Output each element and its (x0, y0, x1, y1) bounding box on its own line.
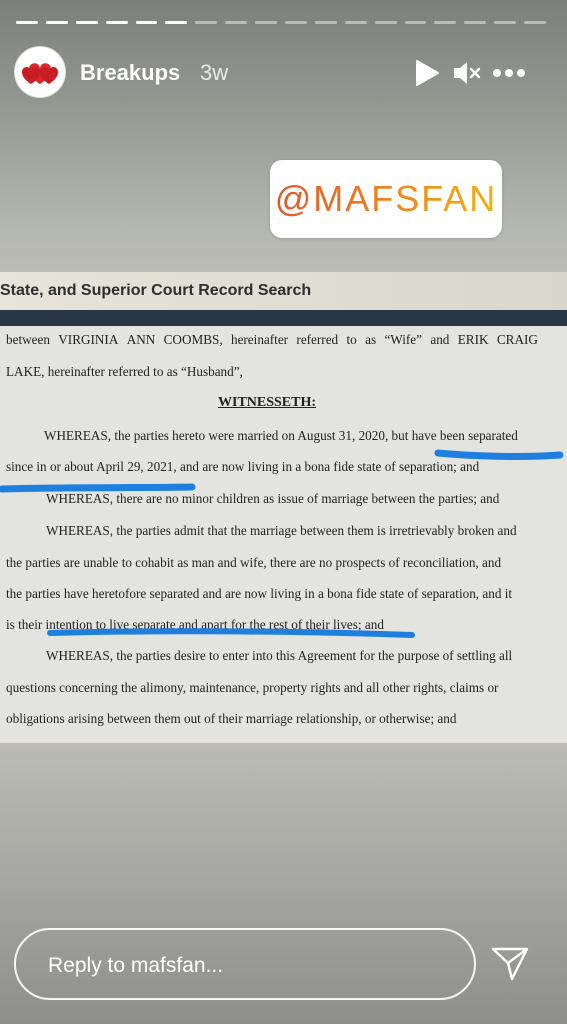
avatar[interactable] (14, 46, 66, 98)
document-photo (0, 272, 567, 743)
play-button[interactable] (410, 56, 444, 90)
document-body (0, 326, 567, 743)
send-icon (490, 946, 530, 982)
reply-input[interactable] (14, 928, 476, 1000)
progress-segment (136, 21, 158, 24)
document-word: hereinafter (230, 332, 289, 347)
progress-segment (46, 21, 68, 24)
document-line-11: WHEREAS, the parties desire to enter into this Agreement for the purpose of settling all (46, 648, 513, 663)
story-header (14, 44, 551, 102)
avatar-hearts-icon (17, 49, 63, 95)
progress-segment (524, 21, 546, 24)
more-icon (492, 68, 526, 78)
mute-icon (452, 60, 482, 86)
document-line-6: WHEREAS, there are no minor children as issue of marriage between the parties; and (46, 491, 500, 506)
story-username[interactable]: Breakups (80, 60, 181, 85)
document-heading: WITNESSETH: (218, 395, 317, 410)
reply-placeholder: Reply to mafsfan... (48, 954, 224, 977)
progress-segment (375, 21, 397, 24)
play-icon (414, 59, 440, 87)
progress-segment (315, 21, 337, 24)
document-line-9: the parties have heretofore separated and are now living in a bona fide state of separation, and it (6, 586, 513, 601)
document-line-4: WHEREAS, the parties hereto were married on August 31, 2020, but have been separated (44, 428, 518, 443)
document-word: ANN (126, 332, 156, 347)
progress-segment (195, 21, 217, 24)
document-line-2: LAKE, hereinafter referred to as “Husband”, (6, 364, 243, 379)
progress-segment (16, 21, 38, 24)
story-progress-bar (16, 21, 546, 24)
progress-segment (76, 21, 98, 24)
document-word: CRAIG (496, 332, 538, 347)
document-word: referred (296, 332, 339, 347)
document-line-8: the parties are unable to cohabit as man and wife, there are no prospects of reconciliation, and (6, 555, 502, 570)
progress-segment (434, 21, 456, 24)
document-line-7: WHEREAS, the parties admit that the marriage between them is irretrievably broken and (46, 523, 517, 538)
progress-segment (165, 21, 187, 24)
progress-segment (285, 21, 307, 24)
document-word: VIRGINIA (58, 332, 119, 347)
document-line-1 (6, 332, 538, 348)
progress-segment (345, 21, 367, 24)
document-line-12: questions concerning the alimony, maintenance, property rights and all other rights, claims or (6, 680, 499, 695)
document-word: between (6, 332, 50, 347)
document-header (0, 272, 567, 310)
document-line-10: is their intention to live separate and apart for the rest of their lives; and (6, 617, 384, 632)
more-options-button[interactable] (492, 56, 526, 90)
document-word: “Wife” (384, 332, 422, 347)
document-word: ERIK (457, 332, 489, 347)
story-time: 3w (200, 60, 229, 85)
document-word: COOMBS, (163, 332, 223, 347)
progress-segment (464, 21, 486, 24)
document-header-text: State, and Superior Court Record Search (0, 282, 312, 299)
progress-segment (225, 21, 247, 24)
progress-segment (106, 21, 128, 24)
mention-sticker-text: @MAFSFAN (274, 178, 498, 219)
progress-segment (255, 21, 277, 24)
document-header-bar (0, 310, 567, 326)
progress-segment (405, 21, 427, 24)
mention-sticker[interactable] (270, 160, 502, 238)
send-button[interactable] (490, 946, 530, 982)
mute-button[interactable] (450, 56, 484, 90)
document-line-13: obligations arising between them out of their marriage relationship, or otherwise; and (6, 711, 457, 726)
document-word: to (346, 332, 357, 347)
document-word: as (365, 332, 377, 347)
progress-segment (494, 21, 516, 24)
document-word: and (430, 332, 450, 347)
document-line-5: since in or about April 29, 2021, and are now living in a bona fide state of separation; and (6, 459, 480, 474)
